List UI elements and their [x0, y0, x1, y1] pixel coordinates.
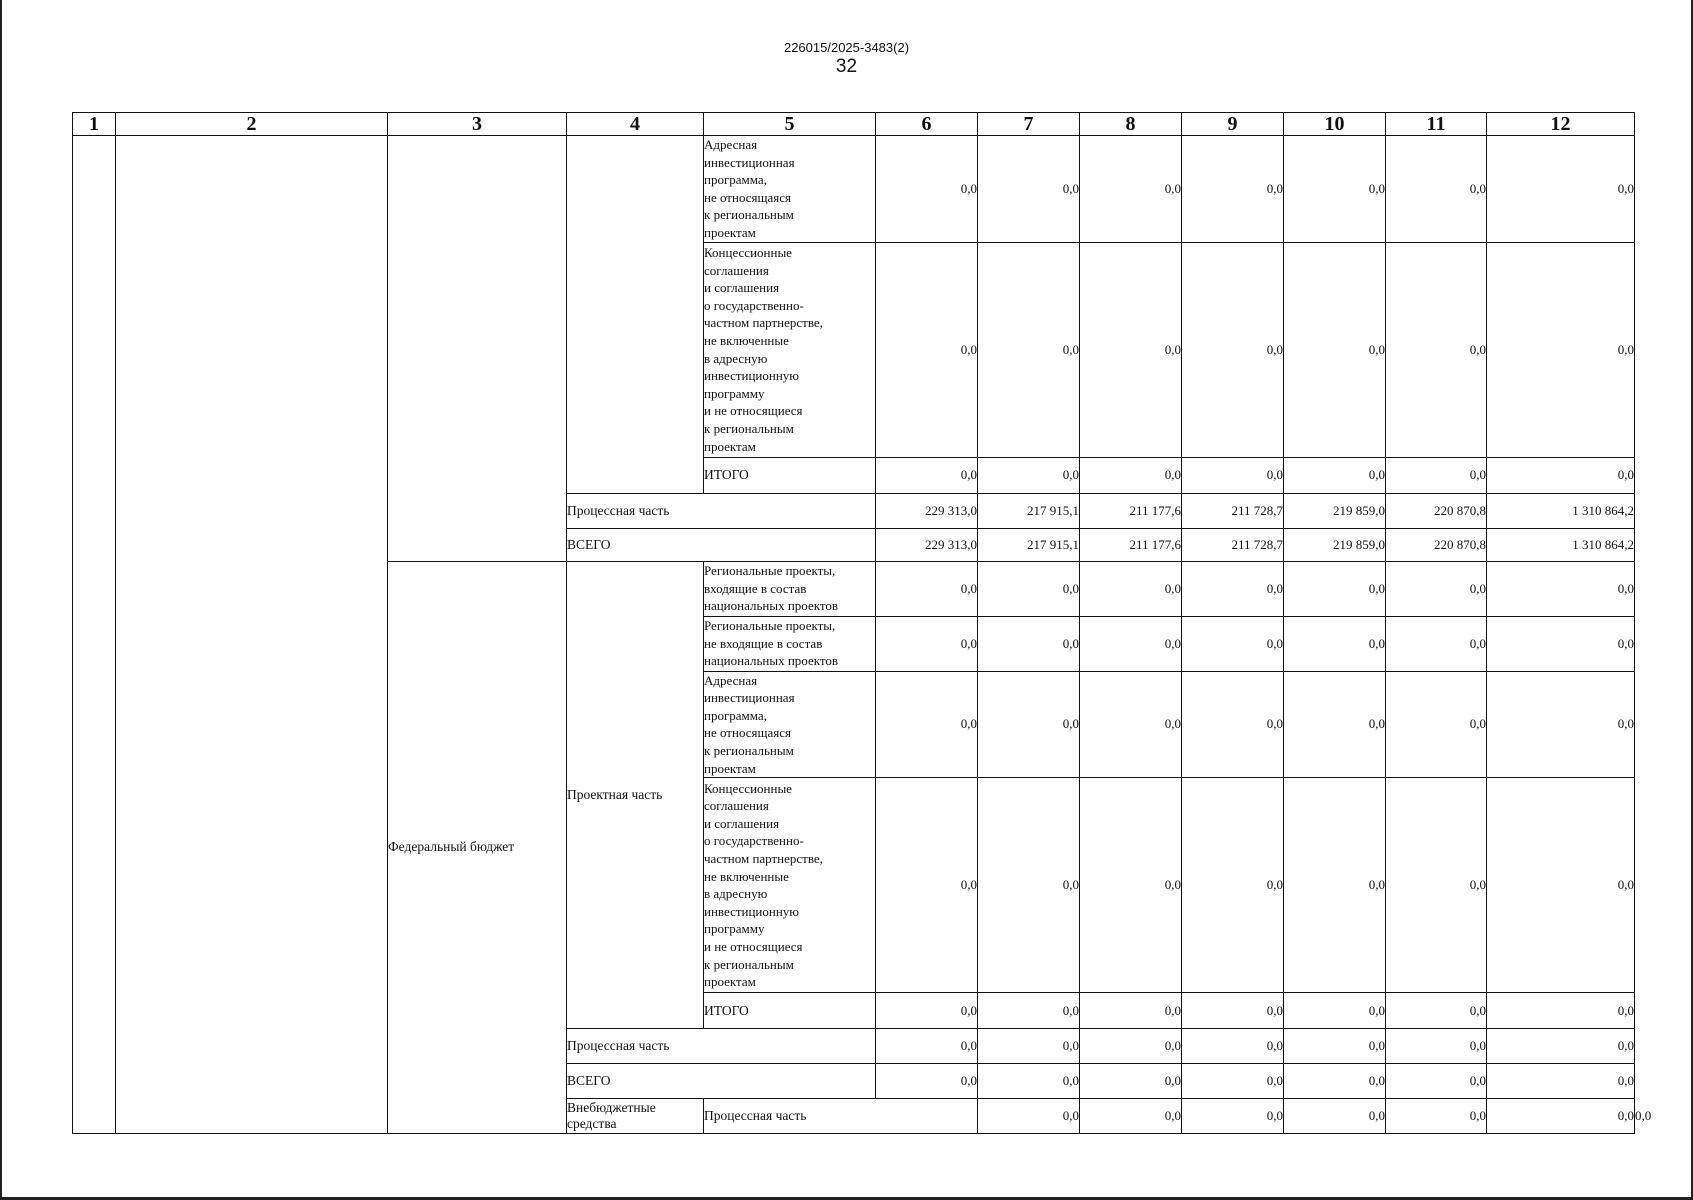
- row-label-text: Адресная инвестиционная программа, не относящаяся к региональным проектам: [704, 672, 795, 776]
- value-cell: 0,0: [1284, 136, 1386, 243]
- row-label-process: Процессная часть: [704, 1099, 978, 1134]
- value-cell: 217 915,1: [978, 528, 1080, 561]
- value-cell: 0,0: [1386, 778, 1487, 993]
- value-cell: 0,0: [1386, 242, 1487, 457]
- value-cell: 229 313,0: [876, 493, 978, 528]
- value-cell: 0,0: [1487, 993, 1635, 1029]
- value-cell: 211 728,7: [1182, 528, 1284, 561]
- cell-extrabudget: Внебюджетные средства: [567, 1099, 704, 1134]
- value-cell: 0,0: [1284, 242, 1386, 457]
- column-header: 10: [1284, 113, 1386, 136]
- column-header: 6: [876, 113, 978, 136]
- page-header: [0, 40, 1693, 78]
- value-cell: 220 870,8: [1386, 528, 1487, 561]
- value-cell: 0,0: [1182, 671, 1284, 778]
- row-label-text: Концессионные соглашения и соглашения о государственно- частном партнерстве, не включенные в адресную инвестиционную программу и не относящиеся к региональным проектам: [704, 245, 823, 454]
- row-label-text: Региональные проекты, не входящие в состав национальных проектов: [704, 618, 839, 669]
- value-cell: 0,0: [1487, 457, 1635, 493]
- cell-col1: [73, 136, 116, 1134]
- value-cell: 0,0: [1284, 457, 1386, 493]
- value-cell: 0,0: [1487, 616, 1635, 671]
- value-cell: 0,0: [876, 671, 978, 778]
- column-header-row: [73, 113, 1635, 136]
- column-header: 7: [978, 113, 1080, 136]
- value-cell: 0,0: [876, 993, 978, 1029]
- doc-number: 226015/2025-3483(2): [783, 40, 910, 55]
- value-cell: 0,0: [1080, 457, 1182, 493]
- value-cell: 0,0: [1284, 561, 1386, 616]
- value-cell: 229 313,0: [876, 528, 978, 561]
- value-cell: 0,0: [1284, 993, 1386, 1029]
- value-cell: 0,0: [1284, 616, 1386, 671]
- row-label-process: Процессная часть: [567, 1029, 876, 1064]
- column-header: 4: [567, 113, 704, 136]
- value-cell: 0,0: [1284, 671, 1386, 778]
- value-cell: 0,0: [978, 136, 1080, 243]
- column-header: 9: [1182, 113, 1284, 136]
- value-cell: 211 177,6: [1080, 528, 1182, 561]
- value-cell: 0,0: [1487, 1029, 1635, 1064]
- value-cell: 0,0: [978, 1064, 1080, 1099]
- cell-col4-previous-part: [567, 136, 704, 494]
- value-cell: 0,0: [1080, 1064, 1182, 1099]
- value-cell: 0,0: [1386, 1029, 1487, 1064]
- value-cell: 0,0: [1182, 1064, 1284, 1099]
- value-cell: 0,0: [978, 242, 1080, 457]
- value-cell: 0,0: [1386, 1099, 1487, 1134]
- value-cell: 0,0: [1386, 616, 1487, 671]
- column-header: 11: [1386, 113, 1487, 136]
- value-cell: 0,0: [1182, 242, 1284, 457]
- column-header: 2: [116, 113, 388, 136]
- value-cell: 0,0: [876, 1029, 978, 1064]
- value-cell: 0,0: [1386, 136, 1487, 243]
- value-cell: 0,0: [1386, 561, 1487, 616]
- column-header: 5: [704, 113, 876, 136]
- cell-project-part: Проектная часть: [567, 561, 704, 1029]
- value-cell: 0,0: [876, 457, 978, 493]
- value-cell: 1 310 864,2: [1487, 528, 1635, 561]
- value-cell: 0,0: [978, 457, 1080, 493]
- value-cell: 0,0: [1080, 136, 1182, 243]
- value-cell: 0,0: [978, 616, 1080, 671]
- table-row: [73, 136, 1635, 243]
- value-cell: 0,0: [1487, 1064, 1635, 1099]
- value-cell: 0,0: [1080, 671, 1182, 778]
- value-cell: 0,0: [1284, 778, 1386, 993]
- table-row: Внебюджетные средства Процессная часть 0,0 0,0 0,0 0,0 0,0 0,0 0,0: [73, 1099, 1635, 1134]
- row-label-vsego: ВСЕГО: [567, 528, 876, 561]
- value-cell: 0,0: [876, 242, 978, 457]
- value-cell: 0,0: [1080, 993, 1182, 1029]
- row-label-process: Процессная часть: [567, 493, 876, 528]
- value-cell: 219 859,0: [1284, 493, 1386, 528]
- value-cell: 0,0: [978, 778, 1080, 993]
- value-cell: 0,0: [1284, 1064, 1386, 1099]
- row-label-text: Региональные проекты, входящие в состав национальных проектов: [704, 563, 839, 614]
- value-cell: 0,0: [1080, 778, 1182, 993]
- column-header: 1: [73, 113, 116, 136]
- value-cell: 0,0: [978, 993, 1080, 1029]
- value-cell: 0,0: [1182, 136, 1284, 243]
- value-cell: 0,0: [1080, 242, 1182, 457]
- scan-left-edge: [0, 0, 2, 1200]
- value-cell: 217 915,1: [978, 493, 1080, 528]
- column-header: 12: [1487, 113, 1635, 136]
- value-cell: 0,0: [876, 136, 978, 243]
- finance-table: [72, 112, 1652, 1134]
- value-cell: 211 177,6: [1080, 493, 1182, 528]
- row-label-text: Концессионные соглашения и соглашения о государственно- частном партнерстве, не включенные в адресную инвестиционную программу и не относящиеся к региональным проектам: [704, 780, 823, 990]
- value-cell: 0,0: [1182, 993, 1284, 1029]
- row-label-aip: [704, 671, 876, 778]
- column-header: 8: [1080, 113, 1182, 136]
- value-cell: 0,0: [1182, 1029, 1284, 1064]
- value-cell: 211 728,7: [1182, 493, 1284, 528]
- row-label-concession: [704, 778, 876, 993]
- value-cell: 0,0: [1386, 671, 1487, 778]
- row-label-itogo: ИТОГО: [704, 457, 876, 493]
- value-cell: 0,0: [1487, 136, 1635, 243]
- value-cell: 0,0: [1386, 993, 1487, 1029]
- row-label-aip: [704, 136, 876, 243]
- value-cell: 0,0: [1487, 1099, 1635, 1134]
- value-cell: 219 859,0: [1284, 528, 1386, 561]
- value-cell: 0,0: [1182, 616, 1284, 671]
- value-cell: 0,0: [1182, 1099, 1284, 1134]
- value-cell: 0,0: [978, 1099, 1080, 1134]
- value-cell: 0,0: [876, 778, 978, 993]
- value-cell: 0,0: [978, 561, 1080, 616]
- value-cell: 0,0: [876, 561, 978, 616]
- column-header: 3: [388, 113, 567, 136]
- value-cell: 220 870,8: [1386, 493, 1487, 528]
- value-cell: 0,0: [1080, 616, 1182, 671]
- value-cell: 0,0: [1182, 457, 1284, 493]
- value-cell: 0,0: [978, 671, 1080, 778]
- cell-col3-previous-source: [388, 136, 567, 562]
- value-cell: 0,0: [876, 1064, 978, 1099]
- value-cell: 0,0: [1487, 671, 1635, 778]
- page-number: 32: [835, 56, 858, 77]
- value-cell: 0,0: [1080, 561, 1182, 616]
- value-cell: 0,0: [1284, 1099, 1386, 1134]
- value-cell: 1 310 864,2: [1487, 493, 1635, 528]
- row-label-concession: [704, 242, 876, 457]
- value-cell: 0,0: [1487, 561, 1635, 616]
- row-label-text: Адресная инвестиционная программа, не относящаяся к региональным проектам: [704, 137, 795, 240]
- row-label-reg-in: [704, 561, 876, 616]
- value-cell: 0,0: [1487, 242, 1635, 457]
- row-label-vsego: ВСЕГО: [567, 1064, 876, 1099]
- value-cell: 0,0: [1080, 1029, 1182, 1064]
- cell-federal-budget: Федеральный бюджет: [388, 561, 567, 1134]
- value-cell: 0,0: [1386, 1064, 1487, 1099]
- row-label-reg-out: [704, 616, 876, 671]
- value-cell: 0,0: [1080, 1099, 1182, 1134]
- value-cell: 0,0: [1487, 778, 1635, 993]
- value-cell: 0,0: [1386, 457, 1487, 493]
- value-cell: 0,0: [876, 616, 978, 671]
- value-cell: 0,0: [1284, 1029, 1386, 1064]
- value-cell: 0,0: [978, 1029, 1080, 1064]
- cell-col2: [116, 136, 388, 1134]
- value-cell: 0,0: [1182, 561, 1284, 616]
- row-label-itogo: ИТОГО: [704, 993, 876, 1029]
- value-cell: 0,0: [1182, 778, 1284, 993]
